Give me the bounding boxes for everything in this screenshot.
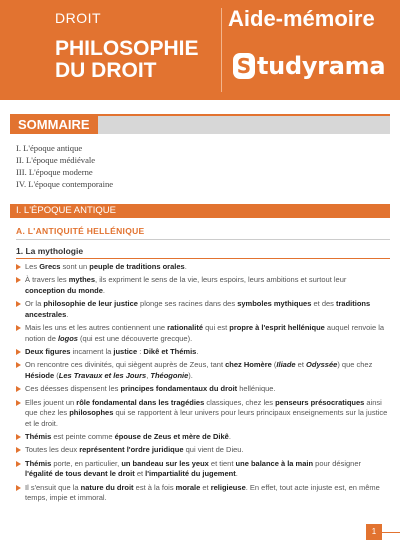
paragraph: Ces déesses dispensent les principes fondamentaux du droit hellénique. [16, 384, 388, 395]
studyrama-logo [233, 52, 386, 82]
paragraph: Deux figures incarnent la justice : Dikê et Thémis. [16, 347, 388, 358]
bullet-arrow-icon [16, 461, 21, 467]
section-label: DROIT [55, 10, 102, 26]
series-title: Aide-mémoire [228, 6, 375, 31]
bullet-arrow-icon [16, 264, 21, 270]
paragraph: Thémis est peinte comme épouse de Zeus et mère de Dikê. [16, 432, 388, 443]
paragraph: À travers les mythes, ils expriment le sens de la vie, leurs espoirs, leurs ambitions et surtout leur conception du monde. [16, 275, 388, 297]
paragraph: Il s'ensuit que la nature du droit est à la fois morale et religieuse. En effet, tout acte injuste est, en même temps, impie et immoral. [16, 483, 388, 505]
paragraph: Thémis porte, en particulier, un bandeau sur les yeux et tient une balance à la main pour désigner l'égalité de tous devant le droit et l'impartialité du jugement. [16, 459, 388, 481]
paragraph: On rencontre ces divinités, qui siègent auprès de Zeus, tant chez Homère (Iliade et Odyssée) que chez Hésiode (Les Travaux et les Jours, Théogonie). [16, 360, 388, 382]
logo-badge: S [233, 53, 255, 79]
page-number: 1 [366, 524, 382, 540]
sommaire-bar [10, 114, 390, 134]
section-heading-bar [10, 204, 390, 218]
bullet-arrow-icon [16, 325, 21, 331]
bullet-arrow-icon [16, 400, 21, 406]
paragraph: Elles jouent un rôle fondamental dans les tragédies classiques, chez les penseurs présocratiques ainsi que chez les philosophes qui se rapportent à leur univers pour leurs principaux enseignements sur la justice et le droit. [16, 398, 388, 430]
paragraph: Les Grecs sont un peuple de traditions orales. [16, 262, 388, 273]
subsection-rule [16, 239, 390, 240]
bullet-arrow-icon [16, 434, 21, 440]
table-of-contents [16, 142, 113, 190]
toc-item: IV. L'époque contemporaine [16, 179, 114, 189]
toc-item: I. L'époque antique [16, 143, 83, 153]
document-title [55, 38, 199, 82]
bullet-arrow-icon [16, 386, 21, 392]
bullet-arrow-icon [16, 277, 21, 283]
section-heading: I. L'ÉPOQUE ANTIQUE [16, 205, 117, 216]
sommaire-header [10, 114, 390, 134]
bullet-arrow-icon [16, 447, 21, 453]
header-divider [221, 8, 222, 92]
bullet-arrow-icon [16, 485, 21, 491]
page-number-rule [381, 532, 400, 533]
logo-wordmark: tudyrama [257, 52, 386, 80]
header-banner [0, 0, 400, 100]
paragraph: Mais les uns et les autres contiennent une rationalité qui est propre à l'esprit hellénique auquel renvoie la notion de logos (qui est une découverte grecque). [16, 323, 388, 345]
bullet-arrow-icon [16, 362, 21, 368]
subsubsection-rule [16, 258, 390, 259]
subsubsection-heading: 1. La mythologie [16, 246, 84, 256]
bullet-arrow-icon [16, 301, 21, 307]
toc-item: III. L'époque moderne [16, 167, 93, 177]
subsection-heading: A. L'ANTIQUITÉ HELLÉNIQUE [16, 226, 145, 236]
bullet-arrow-icon [16, 349, 21, 355]
paragraph: Or la philosophie de leur justice plonge ses racines dans des symboles mythiques et des traditions ancestrales. [16, 299, 388, 321]
title-line-1: PHILOSOPHIE [55, 37, 199, 60]
toc-item: II. L'époque médiévale [16, 155, 96, 165]
sommaire-title: SOMMAIRE [10, 116, 98, 134]
title-line-2: DU DROIT [55, 59, 157, 82]
body-text [16, 262, 388, 507]
paragraph: Toutes les deux représentent l'ordre juridique qui vient de Dieu. [16, 445, 388, 456]
